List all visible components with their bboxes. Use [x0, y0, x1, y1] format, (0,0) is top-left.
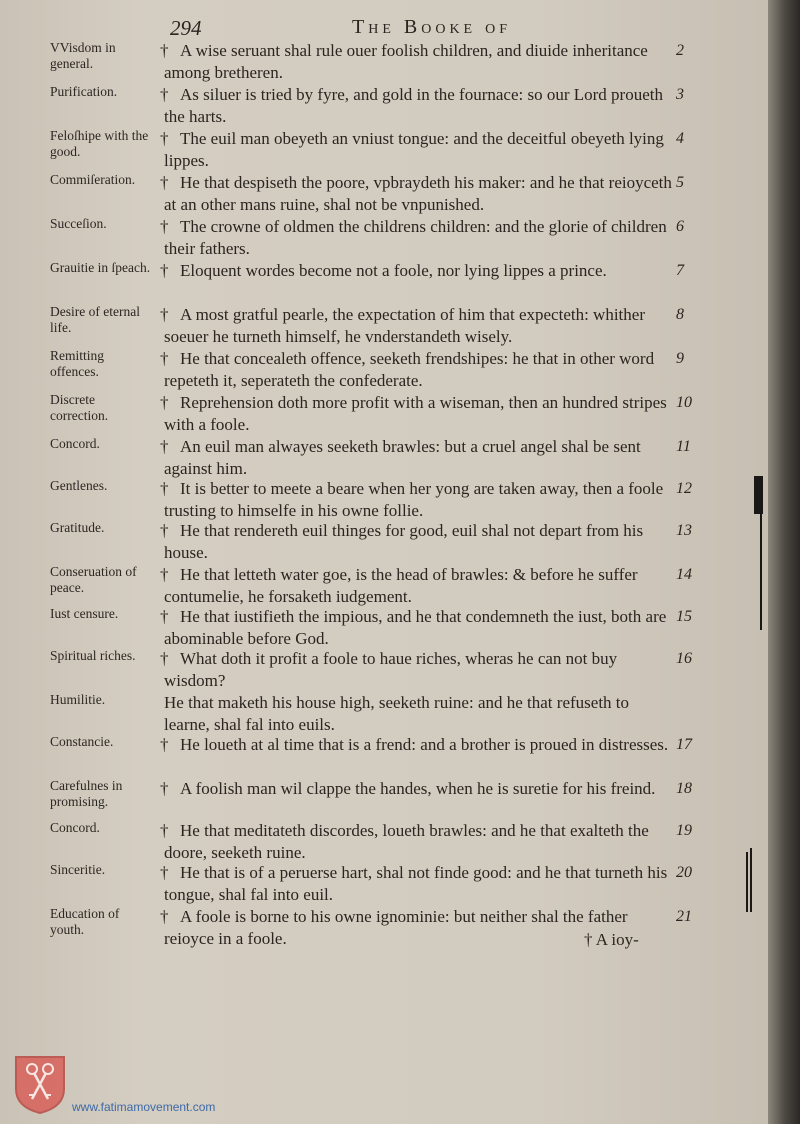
verse-number: 8	[676, 306, 684, 323]
dagger-mark: †	[160, 821, 169, 840]
dagger-mark: †	[160, 41, 169, 60]
margin-note: Concord.	[50, 436, 100, 451]
verse-text: As siluer is tried by fyre, and gold in the fournace: so our Lord proueth the harts.	[164, 85, 663, 126]
margin-note: Feloſhipe with the good.	[50, 128, 149, 159]
margin-mark	[760, 480, 762, 630]
verse-number: 20	[676, 864, 692, 881]
verse-text: It is better to meete a beare when her yong are taken away, then a foole trusting to himselfe in his owne follie.	[164, 479, 664, 520]
verse-number: 14	[676, 566, 692, 583]
margin-note: Desire of eternal life.	[50, 304, 140, 335]
verse-text: Reprehension doth more profit with a wiseman, then an hundred stripes with a foole.	[164, 393, 667, 434]
verse-text: A foolish man wil clappe the handes, when he is suretie for his freind.	[180, 779, 656, 798]
dagger-mark: †	[160, 863, 169, 882]
dagger-mark: †	[160, 779, 169, 798]
verse-number: 13	[676, 522, 692, 539]
margin-note: Concord.	[50, 820, 100, 835]
dagger-mark: †	[160, 349, 169, 368]
papal-keys-seal	[12, 1053, 68, 1115]
verse-text: He that letteth water goe, is the head of brawles: & before he suffer contumelie, he forsaketh iudgement.	[164, 565, 638, 606]
verse-text: Eloquent wordes become not a foole, nor lying lippes a prince.	[180, 261, 607, 280]
dagger-mark: †	[160, 261, 169, 280]
book-gutter	[768, 0, 800, 1124]
dagger-mark: †	[160, 649, 169, 668]
watermark-url[interactable]: www.fatimamovement.com	[72, 1100, 216, 1114]
verse-number: 16	[676, 650, 692, 667]
verse-text: The crowne of oldmen the childrens children: and the glorie of children their fathers.	[164, 217, 667, 258]
verse-number: 3	[676, 86, 684, 103]
verse-text: A wise seruant shal rule ouer foolish children, and diuide inheritance among bretheren.	[164, 41, 648, 82]
verse-text: The euil man obeyeth an vniust tongue: and the deceitful obeyeth lying lippes.	[164, 129, 664, 170]
margin-note: Succeſion.	[50, 216, 107, 231]
verse-number: 7	[676, 262, 684, 279]
dagger-mark: †	[160, 607, 169, 626]
dagger-mark: †	[160, 129, 169, 148]
page-number: 294	[170, 16, 202, 40]
margin-mark	[746, 852, 748, 912]
dagger-mark: †	[160, 907, 169, 926]
verse-number: 15	[676, 608, 692, 625]
verse-text: A foole is borne to his owne ignominie: but neither shal the father reioyce in a foole.	[164, 907, 628, 948]
margin-note: Remitting offences.	[50, 348, 104, 379]
margin-note: Gratitude.	[50, 520, 105, 535]
dagger-mark: †	[160, 437, 169, 456]
margin-note: Sinceritie.	[50, 862, 106, 877]
verse-text: He that rendereth euil thinges for good, euil shal not depart from his house.	[164, 521, 644, 562]
margin-note: Education of youth.	[50, 906, 120, 937]
margin-note: Gentlenes.	[50, 478, 108, 493]
verse-text: He that maketh his house high, seeketh ruine: and he that refuseth to learne, shal fal into euils.	[164, 693, 630, 734]
margin-note: VVisdom in general.	[50, 40, 116, 71]
margin-note: Spiritual riches.	[50, 648, 136, 663]
dagger-mark: †	[160, 393, 169, 412]
verse-text: A most gratful pearle, the expectation of him that expecteth: whither soeuer he turneth himself, he vnderstandeth wisely.	[164, 305, 645, 346]
margin-note: Conseruation of peace.	[50, 564, 137, 595]
margin-note: Purification.	[50, 84, 118, 99]
verse-number: 19	[676, 822, 692, 839]
running-title: The Booke of	[352, 16, 511, 38]
verse-number: 4	[676, 130, 684, 147]
verse-number: 9	[676, 350, 684, 367]
verse-number: 21	[676, 908, 692, 925]
verse-text: He that is of a peruerse hart, shal not finde good: and he that turneth his tongue, shal fal into euil.	[164, 863, 668, 904]
verse-text: He that despiseth the poore, vpbraydeth his maker: and he that reioyceth at an other mans ruine, shal not be vnpunished.	[164, 173, 672, 214]
verse-number: 17	[676, 736, 692, 753]
dagger-mark: †	[160, 565, 169, 584]
verse-text: He that concealeth offence, seeketh frendshipes: he that in other word repeteth it, seperateth the confederate.	[164, 349, 655, 390]
dagger-mark: †	[160, 85, 169, 104]
margin-mark	[750, 848, 752, 912]
verse-number: 12	[676, 480, 692, 497]
catchword: † A ioy-	[584, 930, 639, 949]
margin-note: Iust censure.	[50, 606, 119, 621]
verse-text: He that meditateth discordes, loueth brawles: and he that exalteth the doore, seeketh ruine.	[164, 821, 649, 862]
verse-number: 10	[676, 394, 692, 411]
margin-note: Grauitie in ſpeach.	[50, 260, 151, 275]
dagger-mark: †	[160, 521, 169, 540]
dagger-mark: †	[160, 479, 169, 498]
dagger-mark: †	[160, 305, 169, 324]
dagger-mark: †	[160, 173, 169, 192]
verse-number: 2	[676, 42, 684, 59]
margin-note: Humilitie.	[50, 692, 106, 707]
verse-text: He that iustifieth the impious, and he that condemneth the iust, both are abominable before God.	[164, 607, 667, 648]
margin-note: Discrete correction.	[50, 392, 109, 423]
dagger-mark: †	[160, 735, 169, 754]
verse-text: What doth it profit a foole to haue riches, wheras he can not buy wisdom?	[164, 649, 618, 690]
margin-note: Carefulnes in promising.	[50, 778, 123, 809]
margin-note: Commiſeration.	[50, 172, 136, 187]
verse-text: An euil man alwayes seeketh brawles: but a cruel angel shal be sent against him.	[164, 437, 641, 478]
verse-number: 5	[676, 174, 684, 191]
verse-number: 6	[676, 218, 684, 235]
dagger-mark: †	[160, 217, 169, 236]
margin-note: Constancie.	[50, 734, 114, 749]
verse-number: 18	[676, 780, 692, 797]
verse-text: He loueth at al time that is a frend: and a brother is proued in distresses.	[180, 735, 669, 754]
verse-number: 11	[676, 438, 691, 455]
